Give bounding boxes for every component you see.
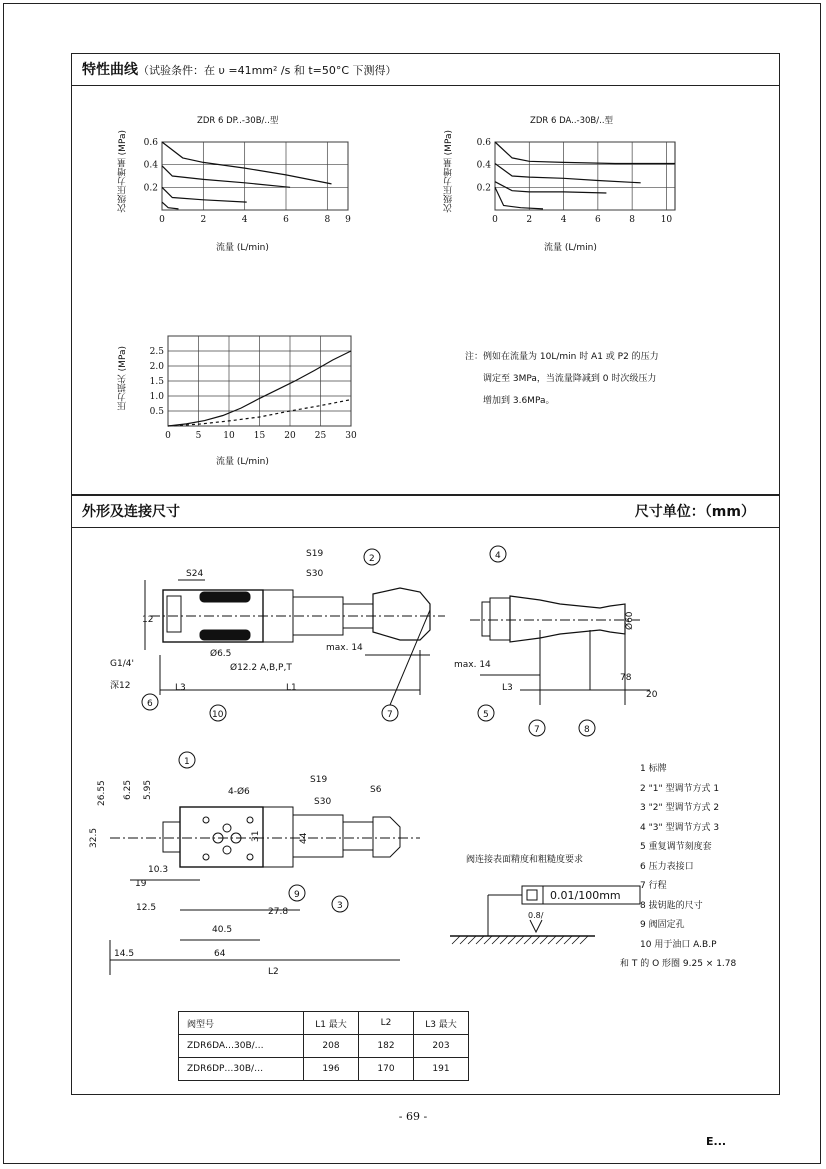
callout-8: 8 (584, 725, 590, 735)
dim-278: 27.8 (268, 907, 289, 917)
chart-2-xtick: 8 (629, 215, 636, 225)
dim-g14: G1/4' (110, 659, 134, 669)
roughness-value: 0.8/ (528, 911, 544, 920)
dim-s6: S6 (370, 785, 382, 795)
dim-2655: 26.55 (97, 780, 107, 806)
table-cell: 203 (414, 1035, 469, 1058)
units-label: 尺寸单位：（mm） (634, 504, 755, 520)
table-cell: ZDR6DP…30B/… (179, 1058, 304, 1081)
chart-1-xlabel: 流量 (L/min) (216, 243, 269, 253)
chart-2-xtick: 4 (560, 215, 567, 225)
dim-l3: L3 (175, 683, 186, 693)
table-cell: ZDR6DA…30B/… (179, 1035, 304, 1058)
dim-12: 12 (142, 615, 154, 625)
chart-1-xtick: 4 (241, 215, 248, 225)
chart-1-ytick: 0.4 (143, 160, 158, 171)
dim-31: 31 (251, 830, 261, 842)
chart-2-xtick: 6 (594, 215, 601, 225)
legend-item: 3 "2" 型调节方式 2 (640, 803, 720, 813)
surface-requirement: 阀连接表面精度和粗糙度要求 (466, 855, 584, 865)
chart-2-ylabel: 次级压力增量 (MPa) (444, 130, 454, 213)
chart-2-xtick: 2 (526, 215, 533, 225)
chart-1-xtick: 9 (345, 215, 351, 225)
callout-10: 10 (212, 710, 224, 720)
note-line: 调定至 3MPa，当流量降减到 0 时次级压力 (483, 374, 657, 384)
dim-44: 44 (299, 832, 309, 844)
chart-3-ytick: 1.5 (149, 377, 164, 387)
callout-7: 7 (387, 710, 393, 720)
chart-1-ylabel: 次级压力增量 (MPa) (118, 130, 128, 213)
dim-d65: Ø6.5 (210, 649, 232, 659)
legend-item: 10 用于油口 A.B.P (640, 939, 717, 950)
table-header: L1 最大 (304, 1012, 359, 1035)
legend-item: 6 压力表接口 (640, 861, 694, 872)
dim-103: 10.3 (148, 865, 169, 875)
dim-s19: S19 (306, 549, 324, 559)
dim-64: 64 (214, 949, 226, 959)
callout-7b: 7 (534, 725, 540, 735)
chart-1-xtick: 0 (159, 215, 165, 225)
dim-s30-b: S30 (314, 797, 332, 807)
section-title: 特性曲线 (82, 62, 138, 78)
table-cell: 191 (414, 1058, 469, 1081)
legend (620, 760, 737, 975)
legend-item: 和 T 的 O 形圈 9.25 × 1.78 (620, 959, 737, 969)
dim-78: 78 (620, 673, 632, 683)
table-header: L2 (359, 1012, 414, 1035)
dim-625: 6.25 (123, 779, 133, 800)
table-cell: 182 (359, 1035, 414, 1058)
chart-3-ylabel: 压力损失 (MPa) (118, 346, 128, 411)
legend-item: 8 拔钥匙的尺寸 (640, 900, 703, 911)
valve-top-view (110, 807, 420, 975)
dim-125: 12.5 (136, 903, 157, 913)
chart-1-xtick: 2 (200, 215, 207, 225)
callout-2: 2 (369, 554, 375, 564)
chart-3-xtick: 30 (345, 431, 357, 441)
legend-item: 1 标牌 (640, 764, 667, 774)
legend-item: 2 "1" 型调节方式 1 (640, 783, 720, 794)
dim-d122: Ø12.2 A,B,P,T (230, 663, 292, 673)
dim-20: 20 (646, 690, 658, 700)
chart-2-xlabel: 流量 (L/min) (544, 243, 597, 253)
dim-max14-b: max. 14 (454, 660, 491, 670)
chart-1-title: ZDR 6 DP..-30B/..型 (197, 116, 279, 126)
callout-1: 1 (184, 757, 190, 767)
legend-item: 4 "3" 型调节方式 3 (640, 822, 720, 833)
chart-1-xtick: 8 (324, 215, 331, 225)
table-row (179, 1058, 469, 1081)
page-number: - 69 - (398, 1110, 428, 1123)
table-header: 阀型号 (179, 1012, 304, 1035)
note-line: 增加到 3.6MPa。 (483, 396, 555, 406)
chart-2-ytick: 0.2 (476, 183, 491, 194)
callout-3: 3 (337, 901, 343, 911)
dim-s30: S30 (306, 569, 324, 579)
chart-2-title: ZDR 6 DA..-30B/..型 (530, 116, 614, 126)
chart-1-xtick: 6 (283, 215, 289, 225)
brand-mark: E... (706, 1135, 727, 1148)
chart-2-xtick: 0 (492, 215, 498, 225)
dimension-table (178, 1011, 469, 1081)
section-subtitle: （试验条件：在 υ =41mm² /s 和 t=50°C 下测得） (138, 64, 397, 77)
legend-item: 7 行程 (640, 881, 667, 891)
flatness-value: 0.01/100mm (550, 889, 621, 902)
dim-deep12: 深12 (110, 681, 131, 691)
dim-325: 32.5 (89, 827, 99, 848)
chart-2-ytick: 0.4 (476, 160, 491, 171)
chart-3-xtick: 10 (223, 431, 235, 441)
legend-item: 9 阀固定孔 (640, 920, 685, 930)
table-header: L3 最大 (414, 1012, 469, 1035)
table-header-row (179, 1012, 469, 1035)
valve-adjust-view (470, 596, 650, 705)
callout-9: 9 (294, 890, 300, 900)
table-cell: 196 (304, 1058, 359, 1081)
dim-l2: L2 (268, 967, 279, 977)
dim-145: 14.5 (114, 949, 135, 959)
dim-19: 19 (135, 879, 147, 889)
table-cell: 208 (304, 1035, 359, 1058)
dim-d60: Ø60 (625, 611, 635, 630)
section-title: 外形及连接尺寸 (82, 504, 180, 520)
chart-3-xlabel: 流量 (L/min) (216, 457, 269, 467)
dim-s24: S24 (186, 569, 204, 579)
chart-2-xtick: 10 (660, 215, 673, 225)
dim-l3-b: L3 (502, 683, 513, 693)
callout-4: 4 (495, 551, 501, 561)
dim-595: 5.95 (143, 779, 153, 800)
chart-2-ytick: 0.6 (476, 138, 491, 148)
dim-4d6: 4-Ø6 (228, 787, 250, 797)
chart-3-xtick: 20 (284, 431, 296, 441)
chart-1-ytick: 0.2 (143, 183, 158, 194)
chart-3-xtick: 15 (253, 431, 266, 441)
dim-l1: L1 (286, 683, 297, 693)
chart-3-xtick: 5 (195, 431, 202, 441)
chart-3-xtick: 0 (165, 431, 171, 441)
legend-item: 5 重复调节刻度套 (640, 842, 712, 852)
table-row (179, 1035, 469, 1058)
chart-3-ytick: 1.0 (149, 392, 164, 402)
chart-3-ytick: 0.5 (149, 407, 164, 417)
dim-max14: max. 14 (326, 643, 363, 653)
dim-s19-b: S19 (310, 775, 328, 785)
chart-1-ytick: 0.6 (143, 138, 158, 148)
note-line: 注：例如在流量为 10L/min 时 A1 或 P2 的压力 (465, 352, 659, 362)
dim-405: 40.5 (212, 925, 233, 935)
chart-3-xtick: 25 (314, 431, 327, 441)
callout-6: 6 (147, 699, 153, 709)
chart-3-ytick: 2.0 (149, 362, 164, 372)
table-cell: 170 (359, 1058, 414, 1081)
callout-5: 5 (483, 710, 489, 720)
chart-3-ytick: 2.5 (149, 347, 164, 357)
